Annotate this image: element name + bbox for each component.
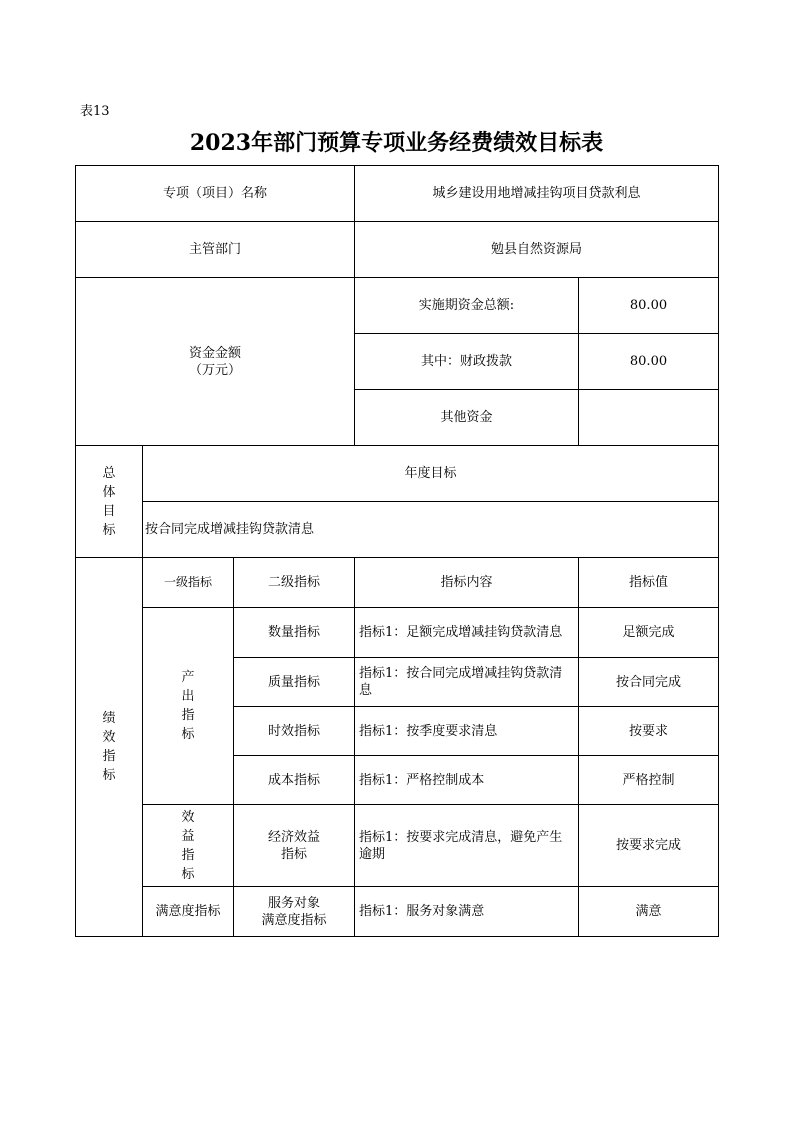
benefit-label-char: 益	[181, 828, 195, 844]
table-number: 表13	[80, 104, 110, 119]
benefit-label-char: 效	[181, 809, 195, 825]
output-indicator-label	[143, 608, 234, 805]
funds-other-label: 其他资金	[355, 390, 579, 446]
funds-other-value	[579, 390, 719, 446]
benefit-label-char: 指	[181, 847, 195, 863]
page-title: 2023年部门预算专项业务经费绩效目标表	[189, 130, 604, 156]
perf-label-char: 绩	[102, 711, 116, 726]
funds-label	[76, 278, 355, 446]
level2-line: 指标	[280, 846, 307, 862]
output-label-char: 标	[181, 727, 195, 742]
overall-label-char: 标	[102, 522, 116, 538]
table-row-content: 指标1：服务对象满意	[355, 887, 579, 937]
table-row-content: 指标1：按季度要求清息	[355, 707, 579, 756]
table-row-value: 按要求完成	[579, 805, 719, 887]
table-row-value: 严格控制	[579, 756, 719, 805]
funds-label-line2: （万元）	[188, 362, 241, 378]
table-row-value: 按要求	[579, 707, 719, 756]
satisfaction-indicator-label: 满意度指标	[143, 887, 234, 937]
overall-label-char: 目	[102, 503, 116, 519]
level2-line: 满意度指标	[261, 912, 327, 928]
annual-goal-label: 年度目标	[143, 446, 719, 502]
table-row-level2: 数量指标	[234, 608, 355, 658]
dept-label: 主管部门	[76, 222, 355, 278]
header-value: 指标值	[579, 558, 719, 608]
table-row-value: 满意	[579, 887, 719, 937]
table-row-content: 指标1：严格控制成本	[355, 756, 579, 805]
header-level2: 二级指标	[234, 558, 355, 608]
dept-value: 勉县自然资源局	[355, 222, 719, 278]
level2-line: 经济效益	[267, 829, 320, 845]
table-row-value: 按合同完成	[579, 658, 719, 707]
table-row-level2: 时效指标	[234, 707, 355, 756]
table-row-level2	[234, 805, 355, 887]
benefit-label-char: 标	[181, 866, 195, 882]
table-row-value: 足额完成	[579, 608, 719, 658]
project-name-value: 城乡建设用地增减挂钩项目贷款利息	[355, 166, 719, 222]
output-label-char: 产	[181, 670, 195, 685]
funds-total-value: 80.00	[579, 278, 719, 334]
table-row-content: 指标1：按要求完成清息，避免产生逾期	[355, 805, 579, 887]
perf-label-char: 标	[102, 768, 116, 783]
perf-label-char: 效	[102, 730, 116, 745]
annual-goal-text: 按合同完成增减挂钩贷款清息	[143, 502, 719, 558]
table-row-level2: 成本指标	[234, 756, 355, 805]
performance-table	[75, 165, 719, 937]
overall-goal-label	[76, 446, 143, 558]
table-row-content: 指标1：足额完成增减挂钩贷款清息	[355, 608, 579, 658]
funds-fiscal-value: 80.00	[579, 334, 719, 390]
header-content: 指标内容	[355, 558, 579, 608]
funds-total-label: 实施期资金总额:	[355, 278, 579, 334]
output-label-char: 指	[181, 708, 195, 723]
benefit-indicator-label	[143, 805, 234, 887]
performance-indicator-label	[76, 558, 143, 937]
level2-line: 服务对象	[267, 895, 320, 911]
output-label-char: 出	[181, 689, 195, 704]
overall-label-char: 总	[102, 465, 116, 481]
table-row-level2: 质量指标	[234, 658, 355, 707]
project-name-label: 专项（项目）名称	[76, 166, 355, 222]
funds-label-line1: 资金金额	[188, 345, 241, 361]
overall-label-char: 体	[102, 484, 116, 500]
header-level1: 一级指标	[143, 558, 234, 608]
funds-fiscal-label: 其中：财政拨款	[355, 334, 579, 390]
table-row-level2	[234, 887, 355, 937]
perf-label-char: 指	[102, 749, 116, 764]
table-row-content: 指标1：按合同完成增减挂钩贷款清息	[355, 658, 579, 707]
